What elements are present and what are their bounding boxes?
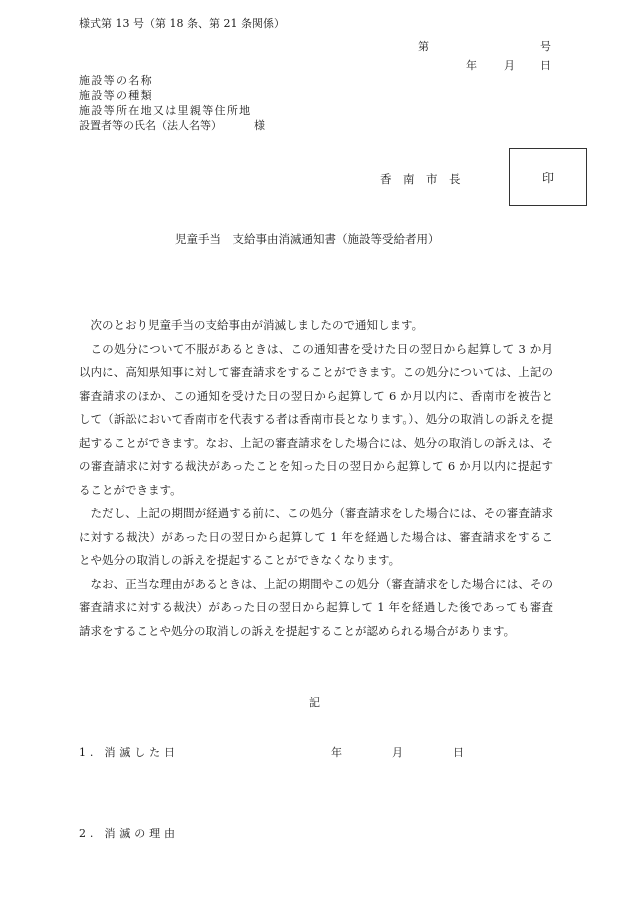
issuer-title: 香 南 市 長	[380, 172, 461, 186]
document-title: 児童手当 支給事由消滅通知書（施設等受給者用）	[175, 232, 440, 246]
operator-name-row	[79, 118, 265, 133]
operator-name-label: 設置者等の氏名（法人名等）	[79, 119, 222, 132]
notice-paragraph-2: この処分について不服があるときは、この通知書を受けた日の翌日から起算して 3 か月以内に、高知県知事に対して審査請求をすることができます。この処分については、上記の審査請求のほか、この通知を受けた日の翌日から起算して 6 か月以内に、香南市を被告として（訴訟において香南市を代表する者は香南市長となります。）、処分の取消しの訴えを提起することができます。なお、上記の審査請求をした場合には、処分の取消しの訴えは、その審査請求に対する裁決があったことを知った日の翌日から起算して 6 か月以内に提起することができます。	[79, 341, 553, 497]
notice-body	[79, 314, 553, 643]
item-1-year: 年	[331, 746, 342, 759]
doc-date-year: 年	[466, 59, 477, 72]
recipient-block	[79, 73, 265, 133]
doc-number-prefix: 第	[418, 40, 429, 53]
item-2-label	[79, 826, 179, 841]
facility-name-label: 施設等の名称	[79, 74, 153, 87]
item-1-month: 月	[392, 746, 403, 759]
notice-paragraph-3: ただし、上記の期間が経過する前に、この処分（審査請求をした場合には、その審査請求に対する裁決）があった日の翌日から起算して 1 年を経過した場合は、審査請求をすることや処分の取消しの訴えを提起することができなくなります。	[79, 506, 553, 567]
doc-date-month: 月	[504, 59, 515, 72]
notice-paragraph-1: 次のとおり児童手当の支給事由が消滅しましたので通知します。	[90, 318, 424, 332]
item-1-day: 日	[453, 746, 464, 759]
facility-type-label: 施設等の種類	[79, 89, 153, 102]
notice-paragraph-4: なお、正当な理由があるときは、上記の期間やこの処分（審査請求をした場合には、その審査請求に対する裁決）があった日の翌日から起算して 1 年を経過した後であっても審査請求をすることや処分の取消しの訴えを提起することが認められる場合があります。	[79, 576, 553, 638]
ki-heading: 記	[309, 696, 320, 709]
item-1-text: 1. 消滅した日	[79, 746, 179, 759]
doc-number-suffix: 号	[540, 40, 551, 53]
item-2-text: 2. 消滅の理由	[79, 827, 179, 840]
form-number: 様式第 13 号（第 18 条、第 21 条関係）	[79, 17, 285, 30]
seal-box	[509, 148, 587, 206]
honorific: 様	[254, 119, 265, 132]
item-1-label	[79, 745, 179, 760]
seal-label: 印	[541, 171, 554, 185]
doc-date-day: 日	[540, 59, 551, 72]
facility-address-label: 施設等所在地又は里親等住所地	[79, 104, 252, 117]
